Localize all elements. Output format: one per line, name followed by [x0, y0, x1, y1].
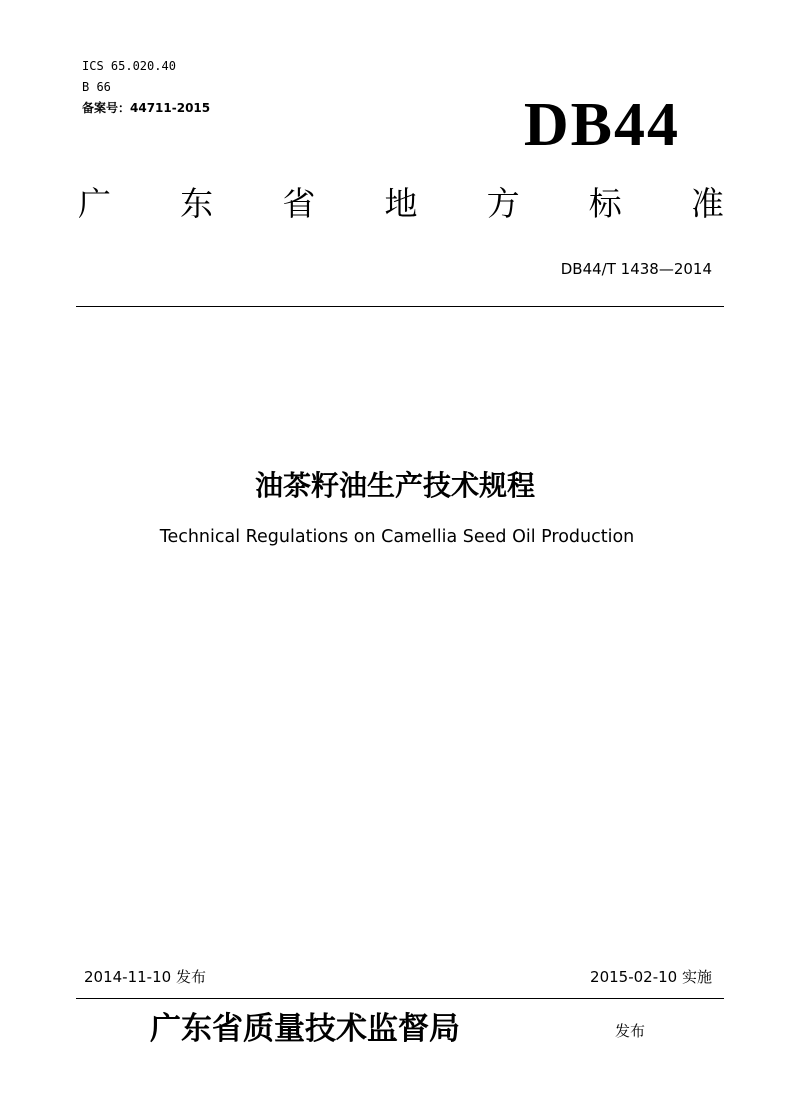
issuer-suffix: 发布 — [615, 1022, 646, 1040]
top-divider — [76, 306, 724, 307]
standard-type-char: 方 — [486, 184, 520, 223]
standard-type-char: 广 — [78, 184, 111, 223]
issuing-authority: 广东省质量技术监督局 — [150, 1011, 460, 1047]
implementation-date: 2015-02-10 实施 — [590, 968, 712, 986]
standard-logo: DB44 — [523, 91, 680, 159]
standard-number: DB44/T 1438—2014 — [560, 260, 712, 278]
ics-code: ICS 65.020.40 — [82, 59, 176, 73]
standard-type-char: 标 — [588, 184, 622, 223]
bottom-divider — [76, 998, 724, 999]
standard-type-char: 地 — [384, 184, 418, 223]
document-title-cn: 油茶籽油生产技术规程 — [254, 469, 535, 502]
issue-date: 2014-11-10 发布 — [84, 968, 206, 986]
standard-type-char: 东 — [180, 184, 214, 223]
standard-type-char: 准 — [690, 184, 724, 223]
document-title-en: Technical Regulations on Camellia Seed Oil Production — [159, 527, 635, 547]
classification-code: B 66 — [82, 80, 111, 94]
filing-number: 备案号：44711-2015 — [82, 101, 211, 115]
standard-type — [78, 182, 724, 226]
standard-type-char: 省 — [282, 184, 316, 223]
